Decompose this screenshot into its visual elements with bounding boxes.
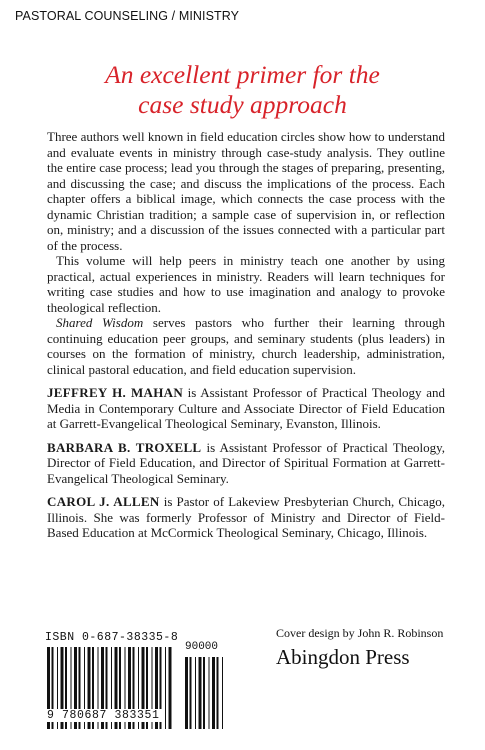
author-name-2: BARBARA B. TROXELL [47,439,202,455]
author-bio-text-1: is Assistant Professor of Practical Theology and Media in Contemporary Culture and Associate Director of Field Education at Garrett-Evangelical Theological Seminary, Evanston, Illinois. [47,385,445,431]
description-paragraph-3-text: serves pastors who further their learning through continuing education peer groups, and seminary students (plus leaders) in courses on the formation of ministry, church leadership, administration, clinical pastoral education, and field education supervision. [47,315,445,377]
author-bio-1 [47,385,445,432]
author-name-3: CAROL J. ALLEN [47,494,160,509]
headline-line-2: case study approach [138,90,347,119]
headline [0,60,485,120]
author-name-1: JEFFREY H. MAHAN [47,385,184,400]
cover-design-credit: Cover design by John R. Robinson [276,626,444,640]
author-bio-text-2: is Assistant Professor of Practical Theology, Director of Field Education, and Director of Spiritual Formation at Garrett-Evangelical Theological Seminary. [47,439,445,486]
isbn-label: ISBN 0-687-38335-8 [45,631,179,644]
book-title: Shared Wisdom [56,315,144,330]
barcode-addon-digits: 90000 [185,641,219,653]
description-paragraph-3 [47,315,445,377]
publisher-name: Abingdon Press [276,645,410,669]
author-bio-2 [47,440,445,487]
barcode [45,645,225,740]
author-bio-3 [47,494,445,541]
author-bio-text-3: is Pastor of Lakeview Presbyterian Church, Chicago, Illinois. She was formerly Professor of Ministry and Director of Field-Based Education at McCormick Theological Seminary, Chicago, Illinois. [47,494,445,540]
headline-line-1: An excellent primer for the [105,60,380,89]
description-text [47,129,445,541]
ean-digits: 9 780687 383351 [47,709,160,722]
description-paragraph-2: This volume will help peers in ministry teach one another by using practical, actual experiences in ministry. Readers will learn techniques for writing case studies and how to use imagination and analogy to provoke theological reflection. [47,253,445,315]
description-paragraph-1: Three authors well known in field education circles show how to understand and evaluate events in ministry through case-study analysis. They outline the entire case process; lead you through the stages of preparing, presenting, and discussing the case; and discuss the implications of the process. Each chapter offers a biblical image, which connects the case process with the dynamic Christian tradition; a sample case of supervision in, or reflection on, ministry; and a discussion of the issues connected with a particular part of the process. [47,129,445,253]
category-label: PASTORAL COUNSELING / MINISTRY [15,9,240,23]
